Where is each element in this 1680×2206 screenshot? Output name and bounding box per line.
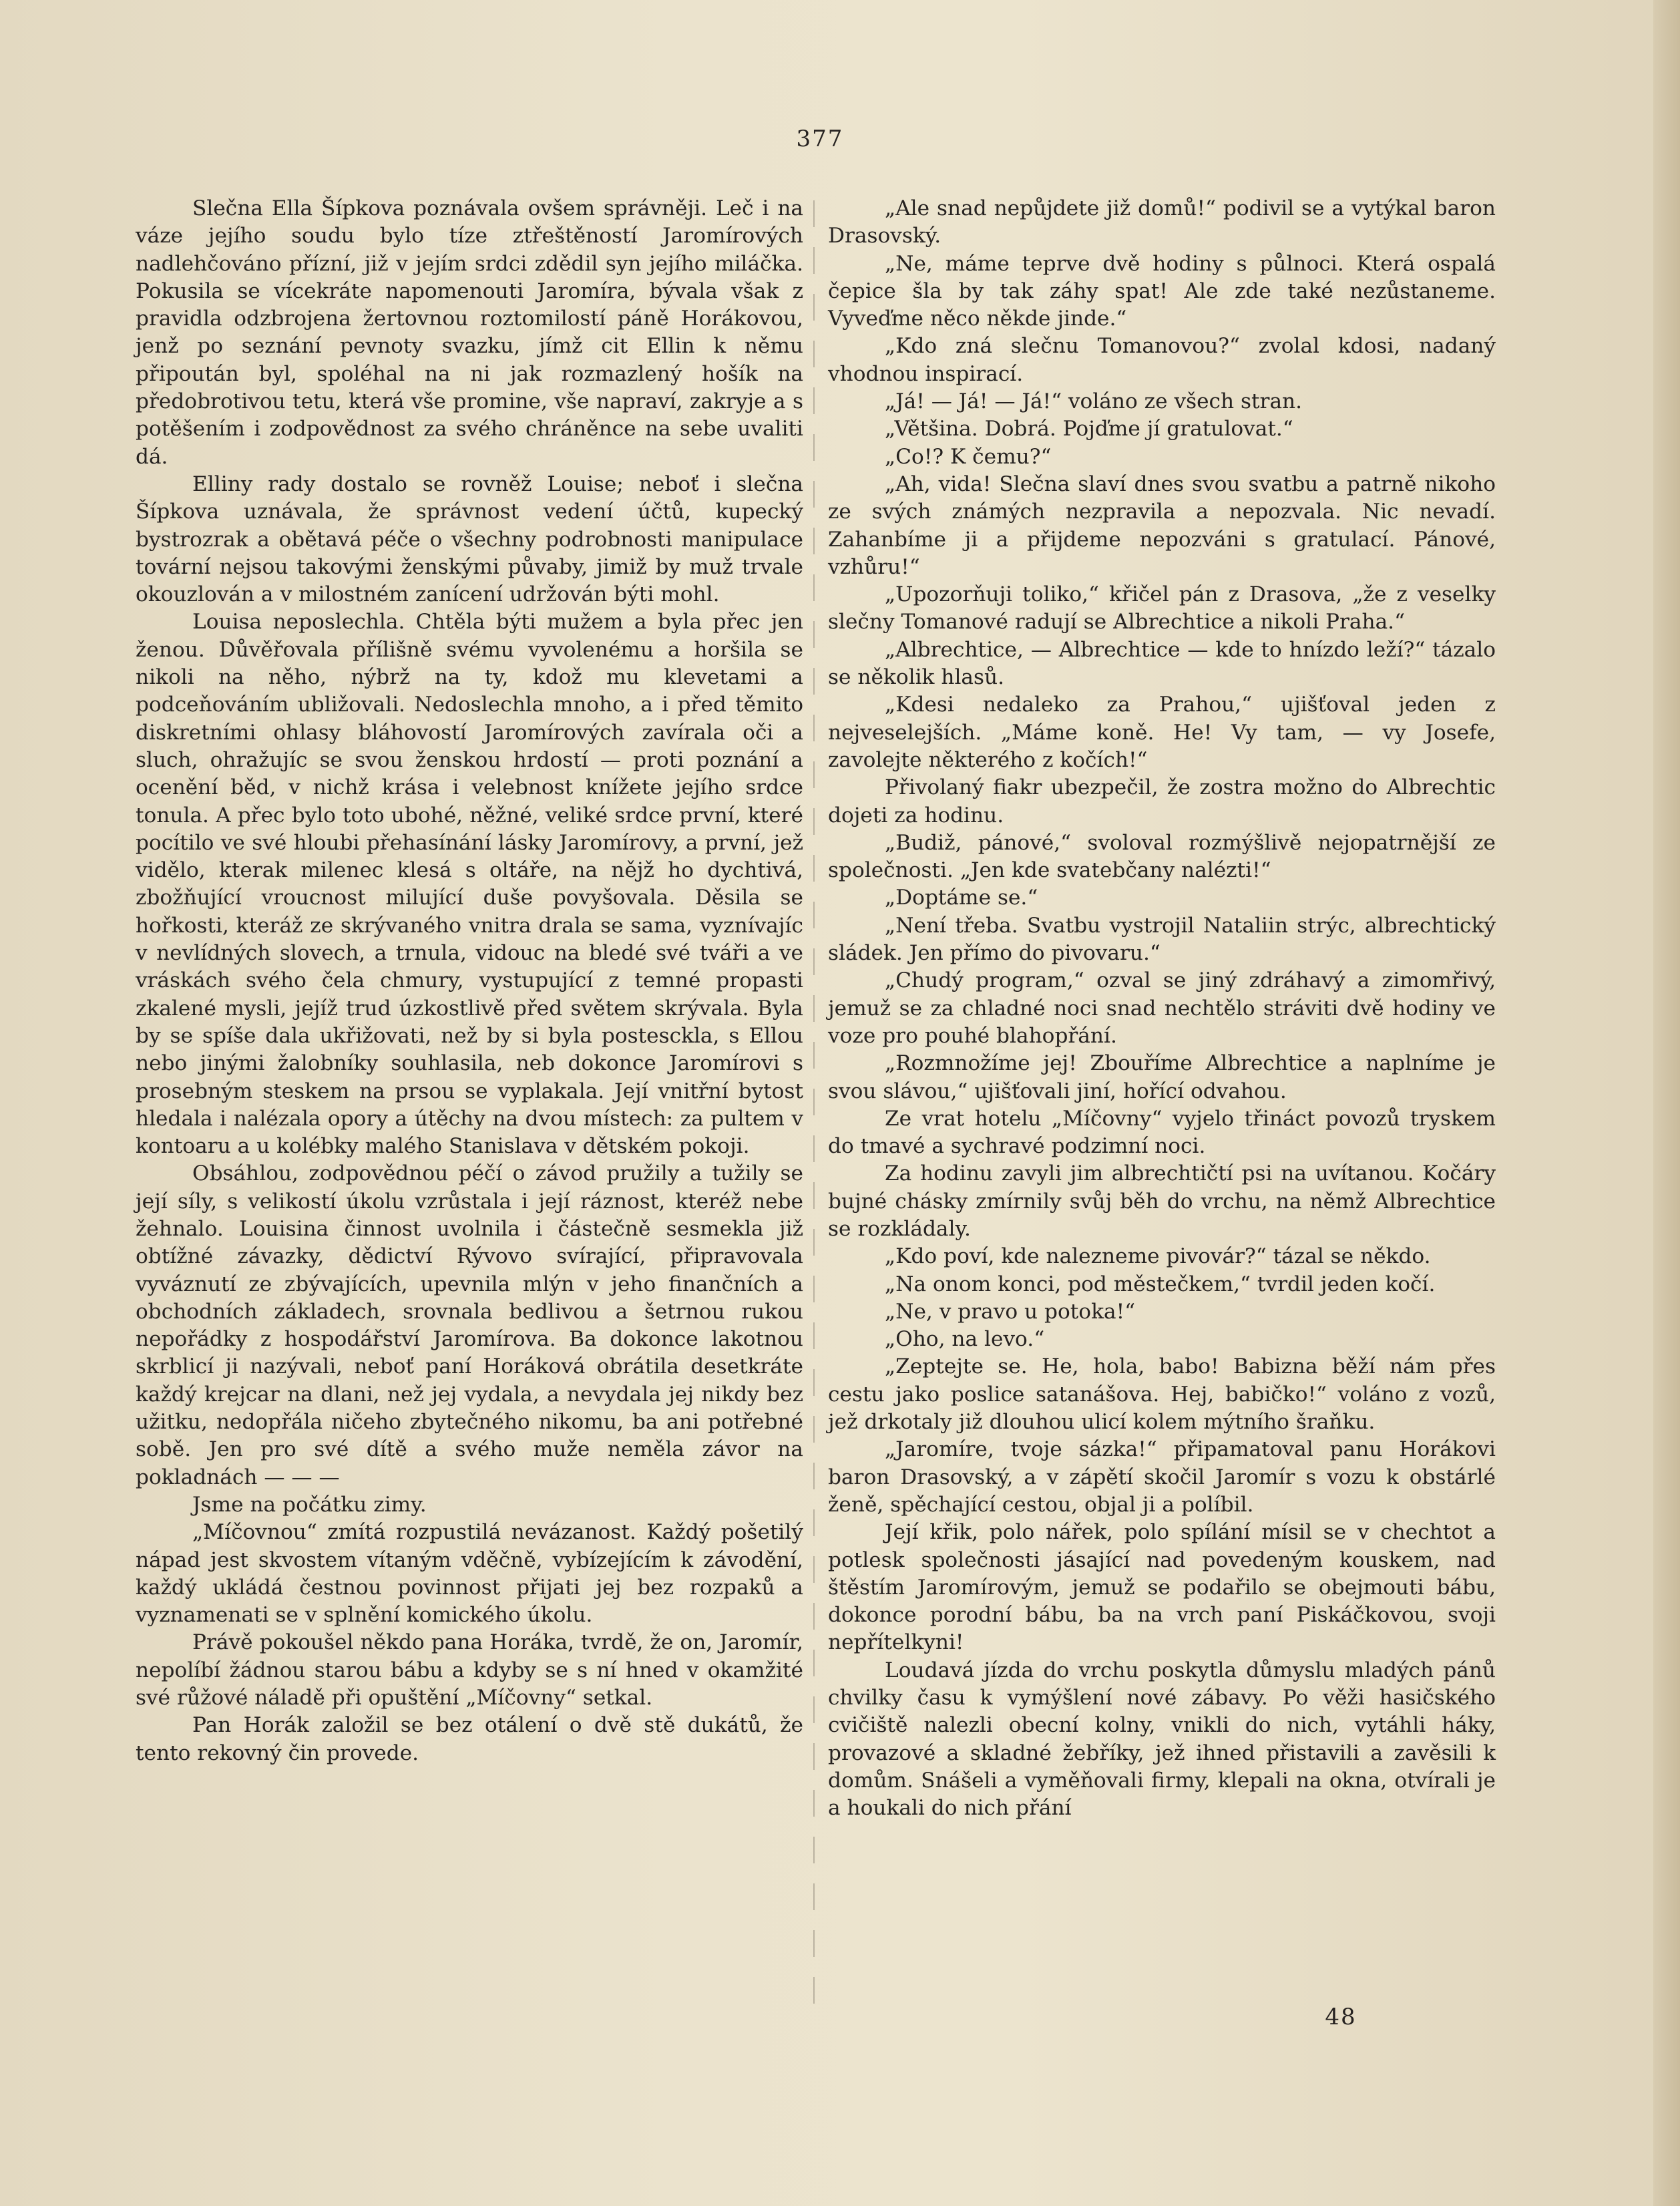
- paragraph: „Není třeba. Svatbu vystrojil Nataliin strýc, albrechtický sládek. Jen přímo do pivovaru.“: [828, 913, 1496, 966]
- paragraph: Slečna Ella Šípkova poznávala ovšem správněji. Leč i na váze jejího soudu bylo tíze ztřeštěností Jaromírových nadlehčováno přízní, již v jejím srdci zdědil syn jejího miláčka. Pokusila se vícekráte napomenouti Jaromíra, bývala však z pravidla odzbrojena žertovnou roztomilostí páně Horákovou, jenž po seznání pevnoty svazku, jímž cit Ellin k němu připoután byl, spoléhal na ni jak rozmazlený hošík na předobrotivou tetu, která vše promine, vše napraví, zakryje a s potěšením i zodpovědnost za svého chráněnce na sebe uvaliti dá.: [136, 196, 803, 469]
- paragraph: „Co!? K čemu?“: [885, 444, 1052, 469]
- paragraph: Právě pokoušel někdo pana Horáka, tvrdě, že on, Jaromír, nepolíbí žádnou starou bábu a kdyby se s ní hned v okamžité své růžové náladě při opuštění „Míčovny“ setkal.: [136, 1630, 803, 1710]
- paragraph: Obsáhlou, zodpovědnou péčí o závod pružily a tužily se její síly, s velikostí úkolu vzrůstala i její ráznost, kteréž nebe žehnalo. Louisina činnost uvolnila i částečně sesmekla již obtížné závazky, dědictví Rývovo svírající, připravovala vyváznutí ze zbývajících, upevnila mlýn v jeho finančních a obchodních základech, srovnala bedlivou a šetrnou rukou nepořádky z hospodářství Jaromírova. Ba dokonce lakotnou skrblicí ji nazývali, neboť paní Horáková obrátila desetkráte každý krejcar na dlani, než jej vydala, a nevydala jej nikdy bez užitku, nedopřála ničeho zbytečného nikomu, ba ani potřebné sobě. Jen pro své dítě a svého muže neměla závor na pokladnách — — —: [136, 1161, 803, 1489]
- paragraph: „Ale snad nepůjdete již domů!“ podivil se a vytýkal baron Drasovský.: [828, 196, 1496, 248]
- paragraph: „Na onom konci, pod městečkem,“ tvrdil jeden kočí.: [885, 1272, 1436, 1296]
- paragraph: „Kdo zná slečnu Tomanovou?“ zvolal kdosi, nadaný vhodnou inspirací.: [828, 334, 1496, 386]
- column-divider: [813, 200, 815, 2004]
- paragraph: „Ne, máme teprve dvě hodiny s půlnoci. Která ospalá čepice šla by tak záhy spat! Ale zde také nezůstaneme. Vyveďme něco někde jinde.“: [828, 251, 1496, 331]
- paragraph: „Kdesi nedaleko za Prahou,“ ujišťoval jeden z nejveselejších. „Máme koně. He! Vy tam, — vy Josefe, zavolejte některého z kočích!“: [828, 693, 1496, 772]
- paragraph: „Kdo poví, kde nalezneme pivovár?“ tázal se někdo.: [885, 1244, 1431, 1269]
- paragraph: „Většina. Dobrá. Pojďme jí gratulovat.“: [885, 417, 1293, 441]
- paragraph: „Já! — Já! — Já!“ voláno ze všech stran.: [885, 389, 1303, 414]
- paragraph: Elliny rady dostalo se rovněž Louise; neboť i slečna Šípkova uznávala, že správnost vedení účtů, kupecký bystrozrak a obětavá péče o všechny podrobnosti manipulace tovární nejsou takovými ženskými půvaby, jimiž by muž trvale okouzlován a v milostném zanícení udržován býti mohl.: [136, 472, 803, 607]
- paragraph: Její křik, polo nářek, polo spílání mísil se v chechtot a potlesk společnosti jásající nad povedeným kouskem, nad štěstím Jaromírovým, jemuž se podařilo se obejmouti bábu, dokonce porodní bábu, ba na vrch paní Piskáčkovou, svoji nepřítelkyni!: [828, 1520, 1496, 1655]
- right-column: [828, 195, 1496, 1823]
- paragraph: „Rozmnožíme jej! Zbouříme Albrechtice a naplníme je svou slávou,“ ujišťovali jiní, hořící odvahou.: [828, 1051, 1496, 1103]
- paragraph: „Upozorňuji toliko,“ křičel pán z Drasova, „že z veselky slečny Tomanové radují se Albrechtice a nikoli Praha.“: [828, 582, 1496, 634]
- paragraph: Jsme na počátku zimy.: [192, 1492, 427, 1517]
- paragraph: „Ne, v pravo u potoka!“: [885, 1299, 1136, 1324]
- paragraph: „Doptáme se.“: [885, 886, 1038, 910]
- paragraph: „Ah, vida! Slečna slaví dnes svou svatbu a patrně nikoho ze svých známých nezpravila a nepozvala. Nic nevadí. Zahanbíme ji a přijdeme nepozváni s gratulací. Pánové, vzhůru!“: [828, 472, 1496, 579]
- paragraph: Loudavá jízda do vrchu poskytla důmyslu mladých pánů chvilky času k vymýšlení nové zábavy. Po věži hasičského cvičiště nalezli obecní kolny, vnikli do nich, vytáhli háky, provazové a skladné žebříky, jež ihned přistavili a zavěsili k domům. Snášeli a vyměňovali firmy, klepali na okna, otvírali je a houkali do nich přání: [828, 1658, 1496, 1821]
- paragraph: Za hodinu zavyli jim albrechtičtí psi na uvítanou. Kočáry bujné chásky zmírnily svůj běh do vrchu, na němž Albrechtice se rozkládaly.: [828, 1161, 1496, 1241]
- left-column: [136, 195, 803, 1767]
- paragraph: „Albrechtice, — Albrechtice — kde to hnízdo leží?“ tázalo se několik hlasů.: [828, 637, 1496, 690]
- page-number: 377: [796, 126, 844, 152]
- paragraph: „Chudý program,“ ozval se jiný zdráhavý a zimomřivý, jemuž se za chladné noci snad nechtělo stráviti dvě hodiny ve voze pro pouhé blahopřání.: [828, 968, 1496, 1048]
- paragraph: Louisa neposlechla. Chtěla býti mužem a byla přec jen ženou. Důvěřovala přílišně svému vyvolenému a horšila se nikoli na něho, nýbrž na ty, kdož mu klevetami a podceňováním ubližovali. Nedoslechla mnoho, a i před těmito diskretními ohlasy bláhovostí Jaromírových zavírala oči a sluch, ohražujíc se svou ženskou hrdostí — proti poznání a ocenění běd, v nichž krása i velebnost knížete jejího srdce tonula. A přec bylo toto ubohé, něžné, veliké srdce první, které pocítilo ve své hloubi přehasínání lásky Jaromírovy, a první, jež vidělo, kterak milenec klesá s oltáře, na nějž ho dychtivá, zbožňující vroucnost milující duše povyšovala. Děsila se hořkosti, kteráž ze skrývaného vnitra drala se sama, vyznívajíc v nevlídných slovech, a trnula, vidouc na bledé své tváři a ve vráskách svého čela chmury, vystupující z temné propasti zkalené mysli, jejíž trud úzkostlivě před světem skrývala. Byla by se spíše dala ukřižovati, než by si byla postesckla, s Ellou nebo jinými žalobníky souhlasila, neb dokonce Jaromírovi s prosebným steskem na prsou se vyplakala. Její vnitřní bytost hledala i nalézala opory a útěchy na dvou místech: za pultem v kontoaru a u kolébky malého Stanislava v dětském pokoji.: [136, 610, 803, 1159]
- paragraph: „Zeptejte se. He, hola, babo! Babizna běží nám přes cestu jako poslice satanášova. Hej, babičko!“ voláno z vozů, jež drkotaly již dlouhou ulicí kolem mýtního šraňku.: [828, 1354, 1496, 1435]
- page-edge: [1653, 0, 1680, 2206]
- paragraph: „Oho, na levo.“: [885, 1327, 1045, 1352]
- paragraph: Ze vrat hotelu „Míčovny“ vyjelo třináct povozů tryskem do tmavé a sychravé podzimní noci.: [828, 1106, 1496, 1159]
- signature-mark: 48: [1325, 2004, 1357, 2030]
- paragraph: „Budiž, pánové,“ svoloval rozmýšlivě nejopatrnější ze společnosti. „Jen kde svatebčany nalézti!“: [828, 830, 1496, 883]
- paragraph: „Míčovnou“ zmítá rozpustilá nevázanost. Každý pošetilý nápad jest skvostem vítaným vděčně, vybízejícím k závodění, každý ukládá čestnou povinnost přijati jej bez rozpaků a vyznamenati se v splnění komického úkolu.: [136, 1520, 803, 1628]
- paragraph: Přivolaný fiakr ubezpečil, že zostra možno do Albrechtic dojeti za hodinu.: [828, 775, 1496, 828]
- paragraph: Pan Horák založil se bez otálení o dvě stě dukátů, že tento rekovný čin provede.: [136, 1713, 803, 1765]
- paragraph: „Jaromíre, tvoje sázka!“ připamatoval panu Horákovi baron Drasovský, a v zápětí skočil Jaromír s vozu k obstárlé ženě, spěchající cestou, objal ji a políbil.: [828, 1437, 1496, 1517]
